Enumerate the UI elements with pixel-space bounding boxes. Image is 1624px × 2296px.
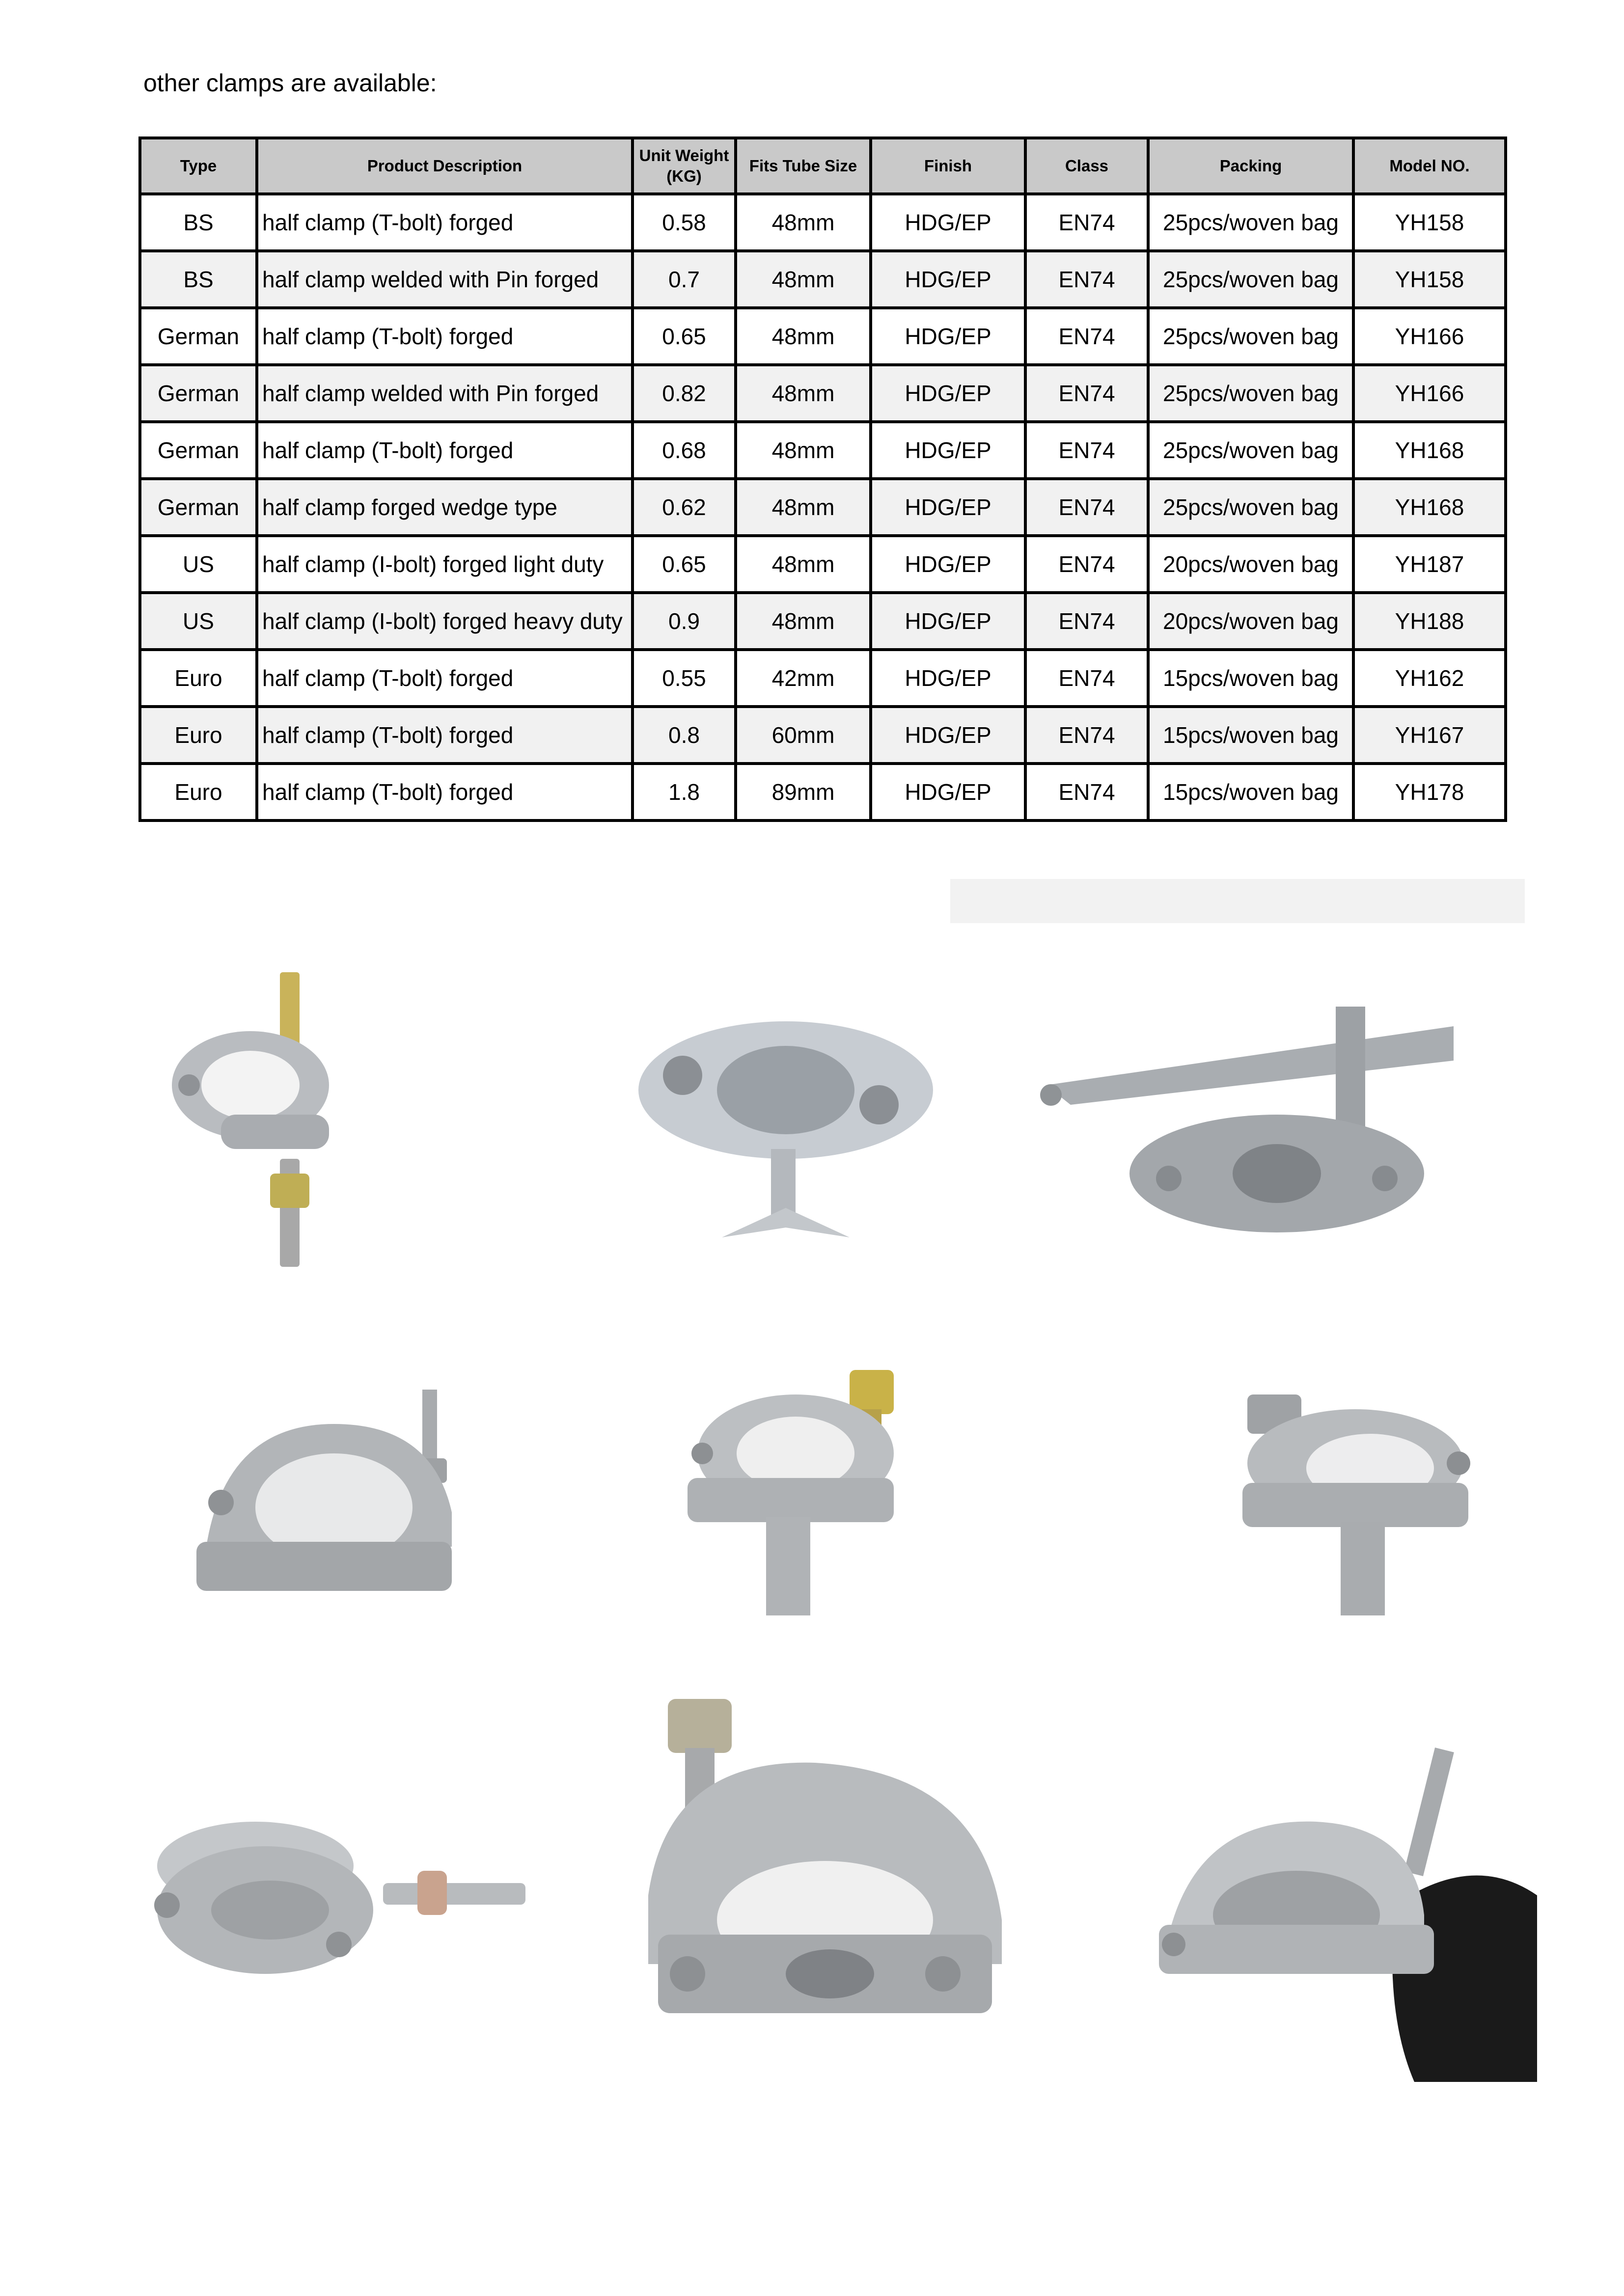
cell-type: German: [140, 479, 257, 536]
cell-packing: 25pcs/woven bag: [1148, 251, 1353, 308]
cell-class: EN74: [1025, 650, 1148, 707]
intro-text: other clamps are available:: [143, 69, 437, 97]
cell-description: half clamp forged wedge type: [257, 479, 633, 536]
cell-model: YH158: [1353, 251, 1506, 308]
cell-class: EN74: [1025, 251, 1148, 308]
cell-weight: 0.65: [633, 536, 736, 593]
cell-tube: 89mm: [736, 764, 871, 820]
table-row: [140, 422, 1506, 479]
cell-finish: HDG/EP: [871, 707, 1025, 764]
header-finish: Finish: [871, 138, 1025, 194]
cell-model: YH158: [1353, 194, 1506, 251]
table-row: [140, 593, 1506, 650]
cell-class: EN74: [1025, 308, 1148, 365]
cell-packing: 25pcs/woven bag: [1148, 308, 1353, 365]
cell-finish: HDG/EP: [871, 308, 1025, 365]
cell-weight: 0.8: [633, 707, 736, 764]
cell-tube: 60mm: [736, 707, 871, 764]
product-table: [138, 137, 1507, 822]
cell-description: half clamp (T-bolt) forged: [257, 194, 633, 251]
cell-class: EN74: [1025, 707, 1148, 764]
table-row: [140, 536, 1506, 593]
cell-weight: 0.68: [633, 422, 736, 479]
cell-packing: 15pcs/woven bag: [1148, 764, 1353, 820]
cell-finish: HDG/EP: [871, 251, 1025, 308]
cell-type: BS: [140, 194, 257, 251]
header-weight-line2: (KG): [666, 167, 702, 185]
table-row: [140, 479, 1506, 536]
cell-description: half clamp welded with Pin forged: [257, 251, 633, 308]
cell-model: YH166: [1353, 308, 1506, 365]
header-description: Product Description: [257, 138, 633, 194]
cell-weight: 0.65: [633, 308, 736, 365]
cell-weight: 0.55: [633, 650, 736, 707]
header-packing: Packing: [1148, 138, 1353, 194]
cell-description: half clamp (T-bolt) forged: [257, 764, 633, 820]
cell-model: YH187: [1353, 536, 1506, 593]
cell-description: half clamp welded with Pin forged: [257, 365, 633, 422]
cell-tube: 48mm: [736, 251, 871, 308]
table-row: [140, 365, 1506, 422]
product-photo-2: [624, 1002, 958, 1267]
table-header-row: [140, 138, 1506, 194]
product-photo-7: [142, 1807, 535, 2023]
cell-type: German: [140, 365, 257, 422]
cell-description: half clamp (T-bolt) forged: [257, 422, 633, 479]
cell-tube: 48mm: [736, 593, 871, 650]
cell-packing: 15pcs/woven bag: [1148, 707, 1353, 764]
cell-description: half clamp (T-bolt) forged: [257, 650, 633, 707]
cell-weight: 0.9: [633, 593, 736, 650]
cell-model: YH162: [1353, 650, 1506, 707]
cell-finish: HDG/EP: [871, 479, 1025, 536]
cell-type: German: [140, 308, 257, 365]
header-type: Type: [140, 138, 257, 194]
table-row: [140, 650, 1506, 707]
cell-type: German: [140, 422, 257, 479]
header-weight: [633, 138, 736, 194]
header-model: Model NO.: [1353, 138, 1506, 194]
cell-finish: HDG/EP: [871, 365, 1025, 422]
cell-description: half clamp (T-bolt) forged: [257, 308, 633, 365]
cell-model: YH168: [1353, 422, 1506, 479]
cell-finish: HDG/EP: [871, 593, 1025, 650]
cell-type: US: [140, 593, 257, 650]
cell-class: EN74: [1025, 479, 1148, 536]
product-photo-9: [1159, 1738, 1542, 2082]
product-photo-6: [1228, 1390, 1483, 1625]
cell-class: EN74: [1025, 365, 1148, 422]
cell-model: YH188: [1353, 593, 1506, 650]
product-photo-8: [638, 1689, 1012, 2023]
product-photo-5: [668, 1365, 943, 1620]
table-row: [140, 194, 1506, 251]
cell-type: US: [140, 536, 257, 593]
cell-tube: 48mm: [736, 422, 871, 479]
cell-class: EN74: [1025, 593, 1148, 650]
cell-packing: 25pcs/woven bag: [1148, 194, 1353, 251]
cell-tube: 48mm: [736, 365, 871, 422]
cell-type: BS: [140, 251, 257, 308]
table-row: [140, 308, 1506, 365]
cell-weight: 0.58: [633, 194, 736, 251]
cell-tube: 48mm: [736, 479, 871, 536]
header-class: Class: [1025, 138, 1148, 194]
product-photo-3: [1031, 992, 1473, 1257]
cell-finish: HDG/EP: [871, 650, 1025, 707]
header-weight-line1: Unit Weight: [639, 146, 729, 164]
cell-model: YH178: [1353, 764, 1506, 820]
photo-background-patch: [950, 879, 1525, 923]
header-tube: Fits Tube Size: [736, 138, 871, 194]
cell-weight: 0.7: [633, 251, 736, 308]
table-row: [140, 251, 1506, 308]
cell-finish: HDG/EP: [871, 536, 1025, 593]
cell-packing: 25pcs/woven bag: [1148, 422, 1353, 479]
cell-description: half clamp (T-bolt) forged: [257, 707, 633, 764]
cell-type: Euro: [140, 707, 257, 764]
table-row: [140, 707, 1506, 764]
cell-description: half clamp (I-bolt) forged light duty: [257, 536, 633, 593]
cell-model: YH167: [1353, 707, 1506, 764]
cell-class: EN74: [1025, 194, 1148, 251]
cell-tube: 48mm: [736, 536, 871, 593]
cell-model: YH168: [1353, 479, 1506, 536]
cell-packing: 25pcs/woven bag: [1148, 479, 1353, 536]
cell-type: Euro: [140, 764, 257, 820]
cell-weight: 0.82: [633, 365, 736, 422]
cell-class: EN74: [1025, 422, 1148, 479]
product-photo-4: [187, 1385, 481, 1620]
cell-class: EN74: [1025, 536, 1148, 593]
cell-tube: 48mm: [736, 308, 871, 365]
cell-packing: 15pcs/woven bag: [1148, 650, 1353, 707]
cell-finish: HDG/EP: [871, 194, 1025, 251]
cell-description: half clamp (I-bolt) forged heavy duty: [257, 593, 633, 650]
table-row: [140, 764, 1506, 820]
cell-class: EN74: [1025, 764, 1148, 820]
cell-tube: 48mm: [736, 194, 871, 251]
cell-packing: 20pcs/woven bag: [1148, 593, 1353, 650]
cell-tube: 42mm: [736, 650, 871, 707]
cell-finish: HDG/EP: [871, 422, 1025, 479]
cell-finish: HDG/EP: [871, 764, 1025, 820]
product-photo-1: [147, 962, 521, 1277]
cell-weight: 0.62: [633, 479, 736, 536]
cell-model: YH166: [1353, 365, 1506, 422]
cell-packing: 20pcs/woven bag: [1148, 536, 1353, 593]
cell-packing: 25pcs/woven bag: [1148, 365, 1353, 422]
cell-type: Euro: [140, 650, 257, 707]
cell-weight: 1.8: [633, 764, 736, 820]
